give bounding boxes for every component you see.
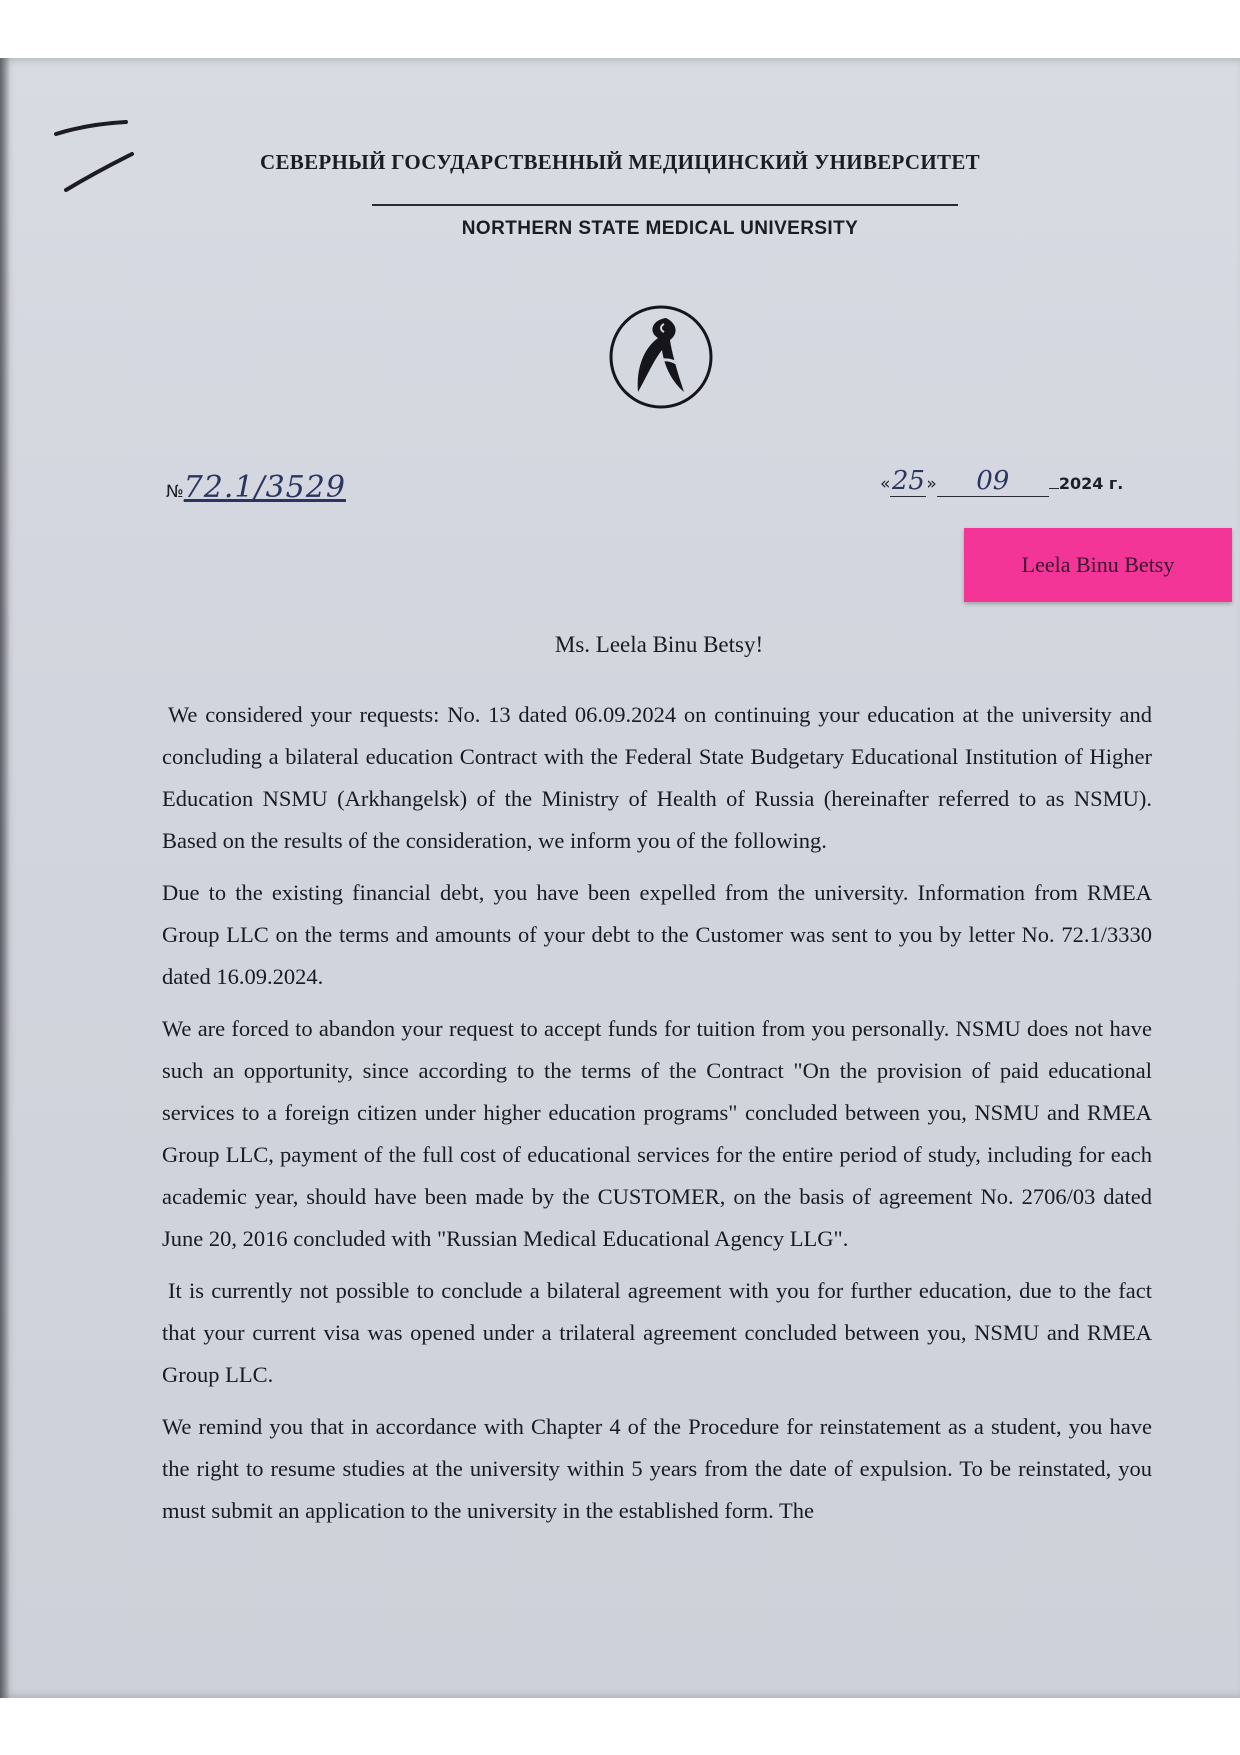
- letter-date: [880, 466, 1123, 497]
- university-emblem-icon: [608, 304, 714, 410]
- date-year: 2024 г.: [1058, 474, 1124, 493]
- body-paragraph-2: Due to the existing financial debt, you have been expelled from the university. Information from RMEA Group LLC on the terms and amounts of your debt to the Customer was sent to you by letter No. 72.1/3330 dated 16.09.2024.: [162, 880, 1152, 989]
- reference-prefix: №: [166, 482, 184, 502]
- body-paragraph-3: We are forced to abandon your request to accept funds for tuition from you personally. NSMU does not have such an opportunity, since according to the terms of the Contract "On the provision of paid educational services to a foreign citizen under higher education programs" concluded between you, NSMU and RMEA Group LLC, payment of the full cost of educational services for the entire period of study, including for each academic year, should have been made by the CUSTOMER, on the basis of agreement No. 2706/03 dated June 20, 2016 concluded with "Russian Medical Educational Agency LLG".: [162, 1016, 1152, 1251]
- header-divider: [372, 204, 958, 206]
- body-paragraph-5: We remind you that in accordance with Chapter 4 of the Procedure for reinstatement as a student, you have the right to resume studies at the university within 5 years from the date of expulsion. To be reinstated, you must submit an application to the university in the established form. The: [162, 1414, 1152, 1523]
- letter-body: [162, 694, 1152, 1542]
- reference-number-handwritten: 72.1/3529: [183, 470, 346, 505]
- body-paragraph-4: It is currently not possible to conclude a bilateral agreement with you for further education, due to the fact that your current visa was opened under a trilateral agreement concluded between you, NSMU and RMEA Group LLC.: [162, 1278, 1152, 1387]
- date-day: 25: [891, 466, 925, 496]
- date-open-quote: «: [880, 474, 891, 494]
- letter-page: [0, 58, 1240, 1698]
- reference-number: [166, 470, 346, 505]
- university-name-ru: СЕВЕРНЫЙ ГОСУДАРСТВЕННЫЙ МЕДИЦИНСКИЙ УНИВЕРСИТЕТ: [260, 150, 980, 174]
- pen-mark-icon: [52, 88, 142, 208]
- name-sticker: Leela Binu Betsy: [964, 528, 1232, 602]
- date-month-blank: [1049, 488, 1059, 489]
- salutation: Ms. Leela Binu Betsy!: [554, 632, 764, 657]
- page-edge-shadow: [0, 58, 10, 1698]
- university-name-en: NORTHERN STATE MEDICAL UNIVERSITY: [461, 218, 859, 239]
- date-month: 09: [937, 466, 1049, 497]
- date-close-quote: »: [926, 474, 937, 494]
- body-paragraph-1: We considered your requests: No. 13 dated 06.09.2024 on continuing your education at the university and concluding a bilateral education Contract with the Federal State Budgetary Educational Institution of Higher Education NSMU (Arkhangelsk) of the Ministry of Health of Russia (hereinafter referred to as NSMU). Based on the results of the consideration, we inform you of the following.: [162, 702, 1152, 853]
